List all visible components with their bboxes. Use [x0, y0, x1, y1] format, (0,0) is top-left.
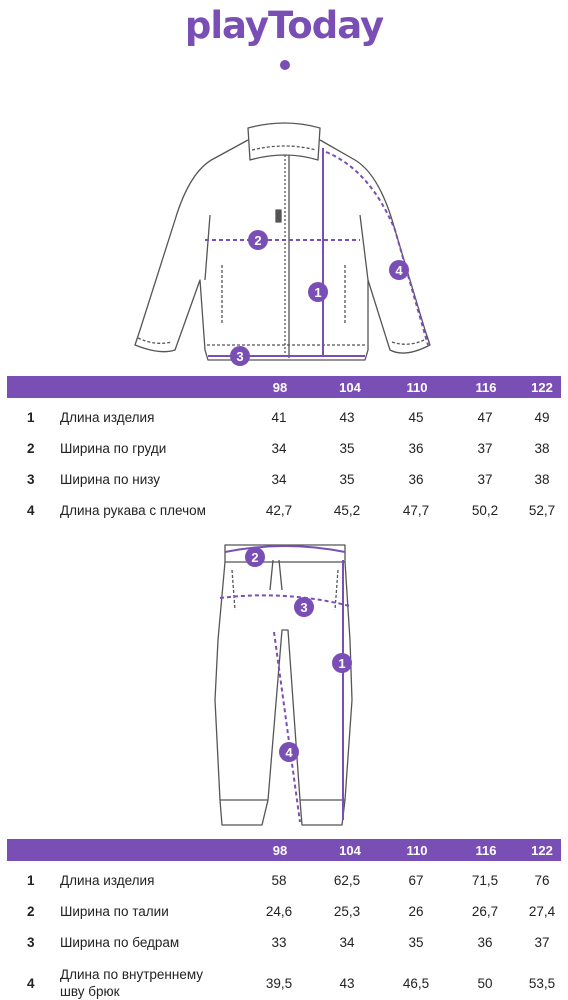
size-header: 122	[531, 843, 553, 858]
table-cell: 26,7	[471, 904, 499, 919]
brand-logo: playToday	[184, 4, 384, 47]
size-header: 110	[406, 843, 428, 858]
size-header: 104	[339, 380, 361, 395]
table-cell: 33	[271, 935, 287, 950]
table-cell: 76	[534, 873, 550, 888]
row-number: 2	[27, 904, 35, 919]
size-header: 104	[339, 843, 361, 858]
size-header: 98	[272, 380, 288, 395]
table-cell: 34	[271, 472, 287, 487]
row-number: 3	[27, 472, 35, 487]
pants-marker-3-label: 3	[300, 600, 308, 615]
jacket-marker-3-label: 3	[236, 349, 244, 364]
table-cell: 43	[339, 976, 355, 991]
table-cell: 58	[271, 873, 287, 888]
table-cell: 36	[408, 441, 424, 456]
table-cell: 46,5	[402, 976, 430, 991]
table-cell: 36	[408, 472, 424, 487]
pants-table-header	[7, 839, 561, 861]
table-cell: 39,5	[265, 976, 293, 991]
table-cell: 34	[339, 935, 355, 950]
row-label: Длина изделия	[60, 873, 155, 888]
pants-marker-2-label: 2	[251, 550, 259, 565]
table-cell: 26	[408, 904, 424, 919]
jacket-marker-4-label: 4	[395, 263, 403, 278]
table-cell: 49	[534, 410, 550, 425]
size-header: 122	[531, 380, 553, 395]
table-cell: 62,5	[333, 873, 361, 888]
row-number: 4	[27, 976, 35, 991]
row-number: 1	[27, 873, 35, 888]
table-cell: 35	[408, 935, 424, 950]
table-cell: 52,7	[528, 503, 556, 518]
row-label: Длина рукава с плечом	[60, 503, 206, 518]
size-header: 116	[475, 380, 497, 395]
table-cell: 35	[339, 441, 355, 456]
row-number: 4	[27, 503, 35, 518]
jacket-size-table	[7, 376, 561, 518]
table-cell: 37	[477, 472, 493, 487]
table-cell: 41	[271, 410, 287, 425]
pants-diagram	[0, 535, 568, 835]
jacket-marker-1-label: 1	[314, 285, 322, 300]
table-cell: 47	[477, 410, 493, 425]
jacket-marker-2-label: 2	[254, 233, 262, 248]
table-cell: 38	[534, 472, 550, 487]
table-cell: 34	[271, 441, 287, 456]
table-cell: 45,2	[333, 503, 361, 518]
row-number: 3	[27, 935, 35, 950]
table-cell: 50	[477, 976, 493, 991]
row-label: Ширина по груди	[60, 441, 167, 456]
table-cell: 43	[339, 410, 355, 425]
row-number: 1	[27, 410, 35, 425]
table-cell: 36	[477, 935, 493, 950]
table-cell: 45	[408, 410, 424, 425]
logo-dot	[280, 60, 290, 70]
table-cell: 71,5	[471, 873, 499, 888]
size-header: 98	[272, 843, 288, 858]
row-label: Ширина по бедрам	[60, 935, 180, 950]
table-cell: 38	[534, 441, 550, 456]
table-cell: 25,3	[333, 904, 361, 919]
table-cell: 27,4	[528, 904, 556, 919]
size-header: 110	[406, 380, 428, 395]
table-cell: 50,2	[471, 503, 499, 518]
pants-size-table	[7, 839, 561, 999]
table-cell: 37	[534, 935, 550, 950]
jacket-table-header	[7, 376, 561, 398]
row-label: Ширина по низу	[60, 472, 161, 487]
pants-marker-4-label: 4	[285, 745, 293, 760]
table-cell: 47,7	[402, 503, 430, 518]
row-label: Длина изделия	[60, 410, 155, 425]
table-cell: 42,7	[265, 503, 293, 518]
row-label: Ширина по талии	[60, 904, 169, 919]
table-cell: 53,5	[528, 976, 556, 991]
pants-marker-1-label: 1	[338, 656, 346, 671]
table-cell: 67	[408, 873, 424, 888]
jacket-diagram	[0, 110, 568, 375]
size-header: 116	[475, 843, 497, 858]
table-cell: 37	[477, 441, 493, 456]
table-cell: 24,6	[265, 904, 293, 919]
table-cell: 35	[339, 472, 355, 487]
row-number: 2	[27, 441, 35, 456]
row-label: Длина по внутреннему шву брюк	[60, 967, 204, 999]
